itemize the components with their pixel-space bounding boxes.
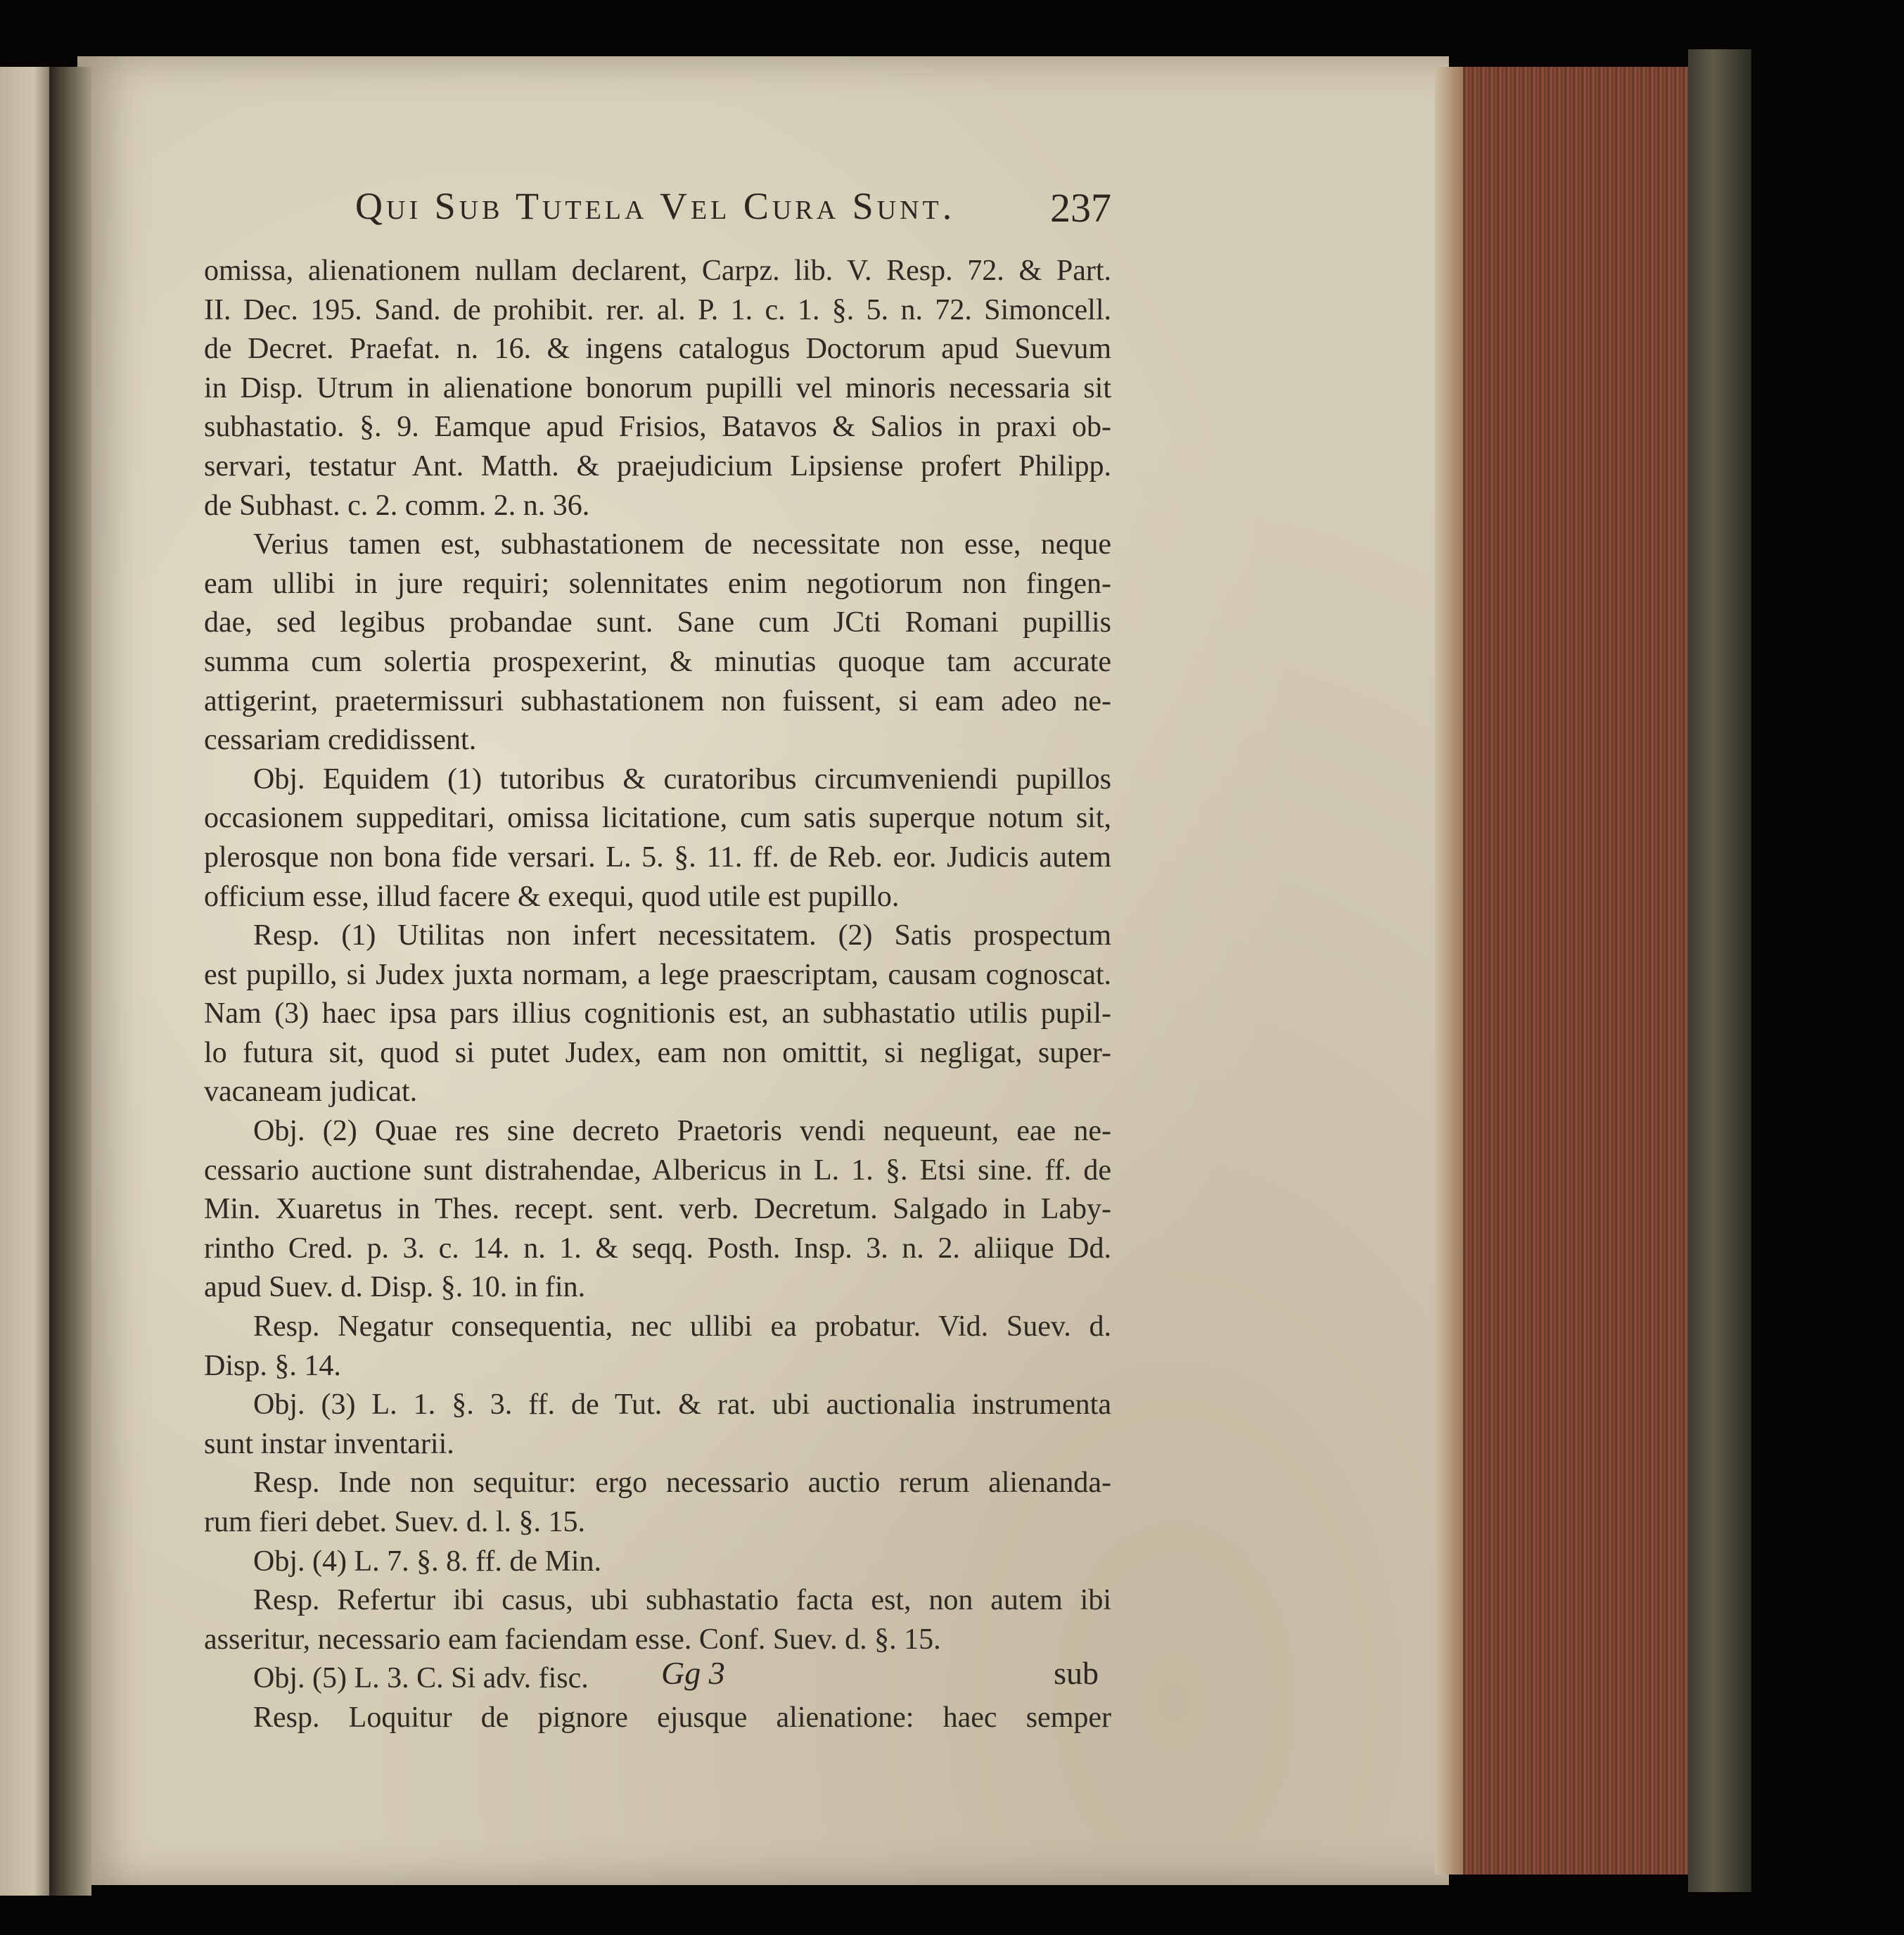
text-line: Obj. Equidem (1) tutoribus & curatoribus circumveniendi pupillos <box>253 762 1111 796</box>
book-cover-edge <box>1688 49 1751 1892</box>
text-line: Obj. (2) Quae res sine decreto Praetoris vendi nequeunt, eae ne- <box>253 1115 1111 1148</box>
text-line: rintho Cred. p. 3. c. 14. n. 1. & seqq. Posth. Insp. 3. n. 2. aliique Dd. <box>204 1232 1111 1265</box>
text-line: Disp. §. 14. <box>204 1349 341 1382</box>
text-line: Verius tamen est, subhastationem de necessitate non esse, neque <box>253 528 1111 561</box>
book-gutter <box>49 67 91 1896</box>
text-line: Resp. Inde non sequitur: ergo necessario auctio rerum alienanda- <box>253 1467 1111 1500</box>
text-line: occasionem suppeditari, omissa licitatione, cum satis superque notum sit, <box>204 802 1111 835</box>
text-line: II. Dec. 195. Sand. de prohibit. rer. al. P. 1. c. 1. §. 5. n. 72. Simoncell. <box>204 293 1111 326</box>
text-line: Nam (3) haec ipsa pars illius cognitionis est, an subhastatio utilis pupil- <box>204 997 1111 1030</box>
text-line: de Decret. Praefat. n. 16. & ingens catalogus Doctorum apud Suevum <box>204 333 1111 366</box>
text-line: Resp. Negatur consequentia, nec ullibi ea probatur. Vid. Suev. d. <box>253 1310 1111 1343</box>
text-line: Min. Xuaretus in Thes. recept. sent. verb. Decretum. Salgado in Laby- <box>204 1193 1111 1226</box>
page-number: 237 <box>1050 185 1111 231</box>
text-line: lo futura sit, quod si putet Judex, eam non omittit, si negligat, super- <box>204 1036 1111 1069</box>
text-line: summa cum solertia prospexerint, & minutias quoque tam accurate <box>204 645 1111 678</box>
signature-mark: Gg 3 <box>661 1655 725 1691</box>
text-line: in Disp. Utrum in alienatione bonorum pupilli vel minoris necessaria sit <box>204 371 1111 404</box>
page-body-text <box>204 252 1111 1738</box>
page-block-fore-edge <box>1435 67 1695 1875</box>
text-line: attigerint, praetermissuri subhastationem non fuissent, si eam adeo ne- <box>204 684 1111 717</box>
text-line: asseritur, necessario eam faciendam esse. Conf. Suev. d. §. 15. <box>204 1623 941 1656</box>
text-line: dae, sed legibus probandae sunt. Sane cum JCti Romani pupillis <box>204 606 1111 639</box>
text-line: de Subhast. c. 2. comm. 2. n. 36. <box>204 489 590 522</box>
text-line: cessario auctione sunt distrahendae, Albericus in L. 1. §. Etsi sine. ff. de <box>204 1154 1111 1187</box>
text-line: subhastatio. §. 9. Eamque apud Frisios, Batavos & Salios in praxi ob- <box>204 411 1111 444</box>
catchword: sub <box>1054 1655 1099 1691</box>
text-line: servari, testatur Ant. Matth. & praejudicium Lipsiense profert Philipp. <box>204 449 1111 483</box>
text-line: apud Suev. d. Disp. §. 10. in fin. <box>204 1271 586 1304</box>
text-line: vacaneam judicat. <box>204 1075 418 1109</box>
text-line: est pupillo, si Judex juxta normam, a lege praescriptam, causam cognoscat. <box>204 958 1111 991</box>
text-line: Resp. Refertur ibi casus, ubi subhastatio facta est, non autem ibi <box>253 1584 1111 1617</box>
text-line: Obj. (4) L. 7. §. 8. ff. de Min. <box>253 1545 601 1578</box>
text-line: cessariam credidissent. <box>204 724 477 757</box>
left-page-edge <box>0 67 56 1896</box>
text-line: omissa, alienationem nullam declarent, Carpz. lib. V. Resp. 72. & Part. <box>204 255 1111 287</box>
text-line: Resp. Loquitur de pignore ejusque alienatione: haec semper <box>253 1701 1111 1734</box>
text-line: Resp. (1) Utilitas non infert necessitatem. (2) Satis prospectum <box>253 919 1111 952</box>
text-line: eam ullibi in jure requiri; solennitates enim negotiorum non fingen- <box>204 567 1111 600</box>
text-line: Obj. (5) L. 3. C. Si adv. fisc. <box>253 1662 589 1695</box>
text-line: sunt instar inventarii. <box>204 1427 454 1460</box>
text-line: Obj. (3) L. 1. §. 3. ff. de Tut. & rat. ubi auctionalia instrumenta <box>253 1388 1111 1422</box>
text-line: rum fieri debet. Suev. d. l. §. 15. <box>204 1506 586 1538</box>
text-line: plerosque non bona fide versari. L. 5. §. 11. ff. de Reb. eor. Judicis autem <box>204 841 1111 874</box>
page-footer <box>204 1654 1111 1697</box>
page-header <box>204 184 1111 241</box>
text-line: officium esse, illud facere & exequi, quod utile est pupillo. <box>204 880 900 913</box>
running-title: Qui Sub Tutela Vel Cura Sunt. <box>355 185 956 227</box>
